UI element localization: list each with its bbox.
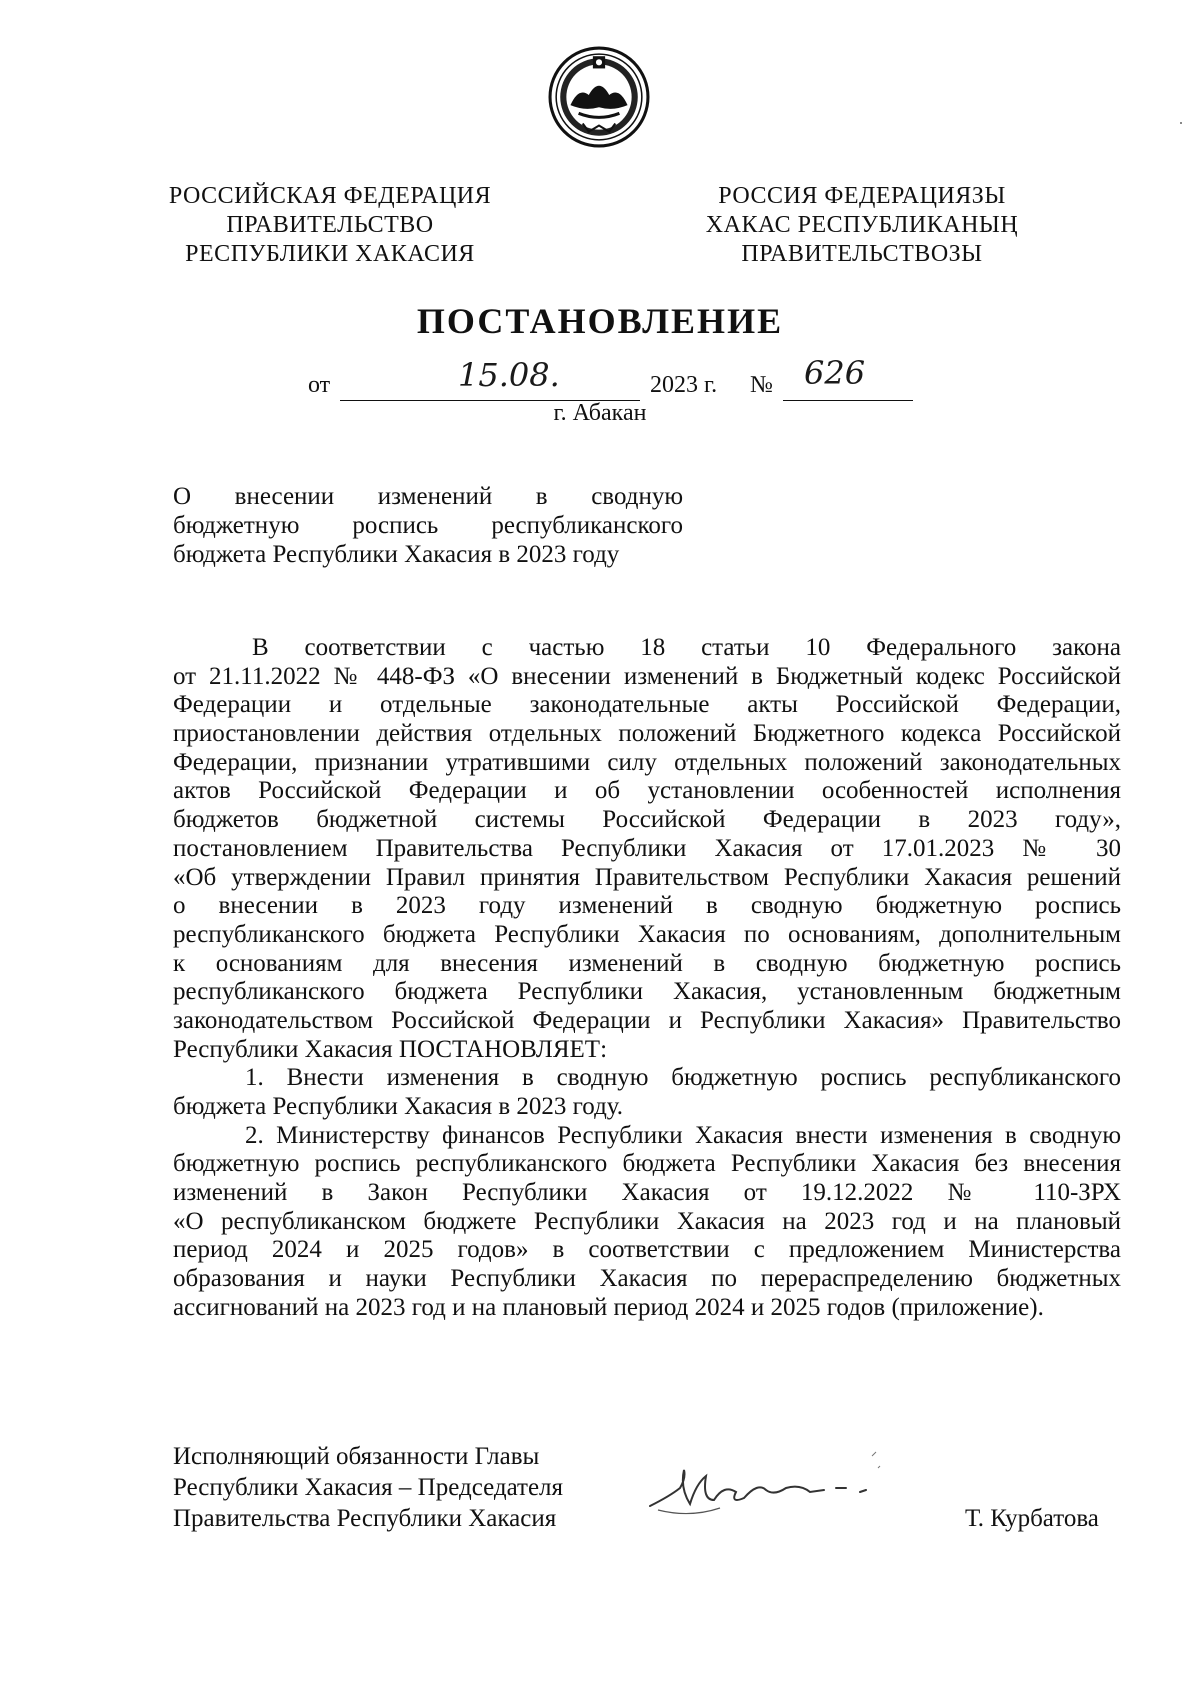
body-line: о внесении в 2023 году изменений в сводную бюджетную роспись — [173, 892, 1121, 920]
document-body — [173, 634, 1121, 1323]
scan-speck — [1180, 122, 1182, 124]
signatory-line: Республики Хакасия – Председателя — [173, 1474, 564, 1501]
subject-line: О внесении изменений в сводную — [173, 483, 683, 510]
body-line: образования и науки Республики Хакасия по перераспределению бюджетных — [173, 1265, 1121, 1293]
body-line: актов Российской Федерации и об установлении особенностей исполнения — [173, 777, 1121, 805]
body-line: приостановлении действия отдельных положений Бюджетного кодекса Российской — [173, 720, 1121, 748]
handwritten-signature — [640, 1448, 910, 1528]
body-line: ассигнований на 2023 год и на плановый период 2024 и 2025 годов (приложение). — [173, 1293, 1044, 1321]
header-line: ПРАВИТЕЛЬСТВОЗЫ — [741, 241, 983, 267]
body-line: республиканского бюджета Республики Хакасия по основаниям, дополнительным — [173, 920, 1121, 948]
body-line: «О республиканском бюджете Республики Хакасия на 2023 год и на плановый — [173, 1207, 1121, 1235]
city-label: г. Абакан — [553, 400, 647, 426]
year-label: 2023 г. — [650, 372, 718, 398]
body-line: «Об утверждении Правил принятия Правительством Республики Хакасия решений — [173, 863, 1121, 891]
subject-line: бюджета Республики Хакасия в 2023 году — [173, 541, 620, 568]
body-line: постановлением Правительства Республики Хакасия от 17.01.2023 № 30 — [173, 834, 1121, 862]
document-type-title: ПОСТАНОВЛЕНИЕ — [416, 301, 784, 341]
body-line: Федерации и отдельные законодательные акты Российской Федерации, — [173, 691, 1121, 719]
body-line: В соответствии с частью 18 статьи 10 Федерального закона — [252, 634, 1121, 661]
coat-of-arms-icon — [548, 46, 650, 148]
document-subject — [173, 482, 683, 569]
body-line: Федерации, признании утратившими силу отдельных положений законодательных — [173, 748, 1121, 776]
from-label: от — [308, 372, 331, 398]
signer-name: Т. Курбатова — [965, 1505, 1099, 1532]
body-line: изменений в Закон Республики Хакасия от 19.12.2022 № 110-ЗРХ — [173, 1179, 1121, 1207]
header-line: РОССИЯ ФЕДЕРАЦИЯЗЫ — [718, 183, 1006, 209]
body-line: бюджета Республики Хакасия в 2023 году. — [173, 1093, 624, 1120]
body-line: бюджетную роспись республиканского бюджета Республики Хакасия без внесения — [173, 1150, 1121, 1178]
body-line: от 21.11.2022 № 448-ФЗ «О внесении изменений в Бюджетный кодекс Российской — [173, 662, 1121, 690]
signatory-title — [173, 1441, 593, 1534]
body-line: к основаниям для внесения изменений в сводную бюджетную роспись — [173, 949, 1121, 977]
number-label: № — [750, 372, 773, 398]
body-line: Республики Хакасия ПОСТАНОВЛЯЕТ: — [173, 1035, 608, 1063]
body-line: республиканского бюджета Республики Хакасия, установленным бюджетным — [173, 978, 1121, 1006]
header-line: ХАКАС РЕСПУБЛИКАНЫҢ — [705, 212, 1019, 238]
body-line: период 2024 и 2025 годов» в соответствии с предложением Министерства — [173, 1236, 1121, 1264]
body-line: 1. Внести изменения в сводную бюджетную роспись республиканского — [245, 1064, 1121, 1092]
header-line: ПРАВИТЕЛЬСТВО — [226, 212, 434, 238]
subject-line: бюджетную роспись республиканского — [173, 512, 683, 539]
signatory-line: Исполняющий обязанности Главы — [173, 1443, 540, 1470]
body-line: 2. Министерству финансов Республики Хакасия внести изменения в сводную — [245, 1121, 1121, 1149]
signatory-line: Правительства Республики Хакасия — [173, 1505, 557, 1532]
handwritten-date: 15.08. — [458, 356, 560, 394]
issuer-header-khakas — [682, 182, 1042, 269]
issuer-header-russian — [150, 182, 510, 269]
header-line: РОССИЙСКАЯ ФЕДЕРАЦИЯ — [168, 183, 492, 209]
body-line: законодательством Российской Федерации и Республики Хакасия» Правительство — [173, 1006, 1121, 1034]
handwritten-number: 626 — [804, 354, 866, 392]
body-line: бюджетов бюджетной системы Российской Федерации в 2023 году», — [173, 806, 1121, 834]
header-line: РЕСПУБЛИКИ ХАКАСИЯ — [185, 241, 475, 267]
